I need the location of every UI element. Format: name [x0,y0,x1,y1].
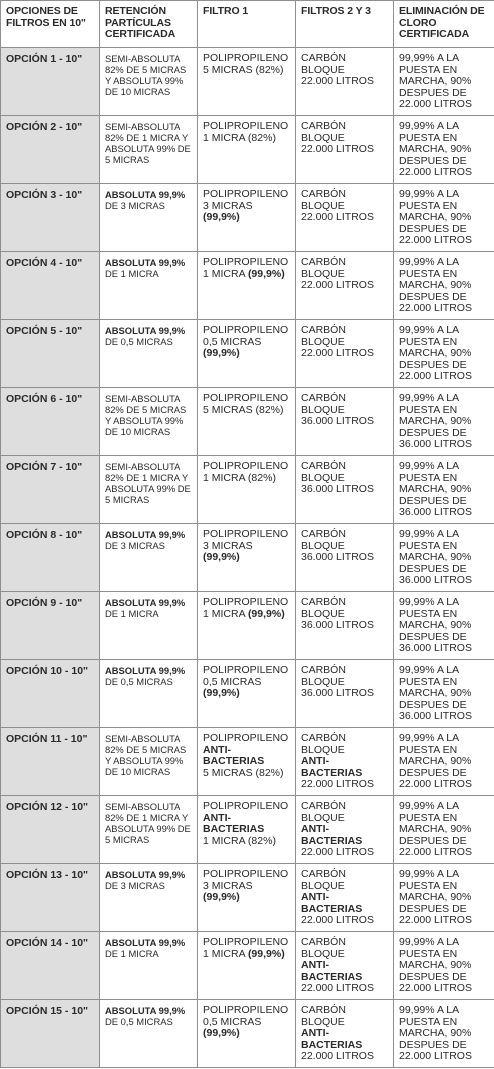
table-row [1,592,494,660]
filter-1-text: POLIPROPILENO [203,800,289,812]
table-row [1,728,494,796]
filters-2-3-type: CARBÓN BLOQUE [301,120,346,144]
filters-2-3-capacity: 22.000 LITROS [301,279,374,291]
option-cell: OPCIÓN 8 - 10" [1,524,100,592]
option-cell: OPCIÓN 13 - 10" [1,864,100,932]
filter-1-text: POLIPROPILENO 1 MICRA [203,256,289,280]
filters-2-3-cell [296,660,394,728]
filter-1-text: POLIPROPILENO 5 MICRAS (82%) [203,392,289,416]
chlorine-cell: 99,99% A LA PUESTA EN MARCHA, 90% DESPUES DE 22.000 LITROS [394,864,494,932]
filters-2-3-type: CARBÓN BLOQUE [301,392,346,416]
retention-text: DE 0,5 MICRAS [105,676,173,687]
filter-1-cell [198,592,296,660]
filters-2-3-capacity: 36.000 LITROS [301,415,374,427]
filter-1-cell [198,388,296,456]
retention-text: SEMI-ABSOLUTA 82% DE 5 MICRAS Y ABSOLUTA 99% DE 10 MICRAS [105,393,187,437]
table-row [1,796,494,864]
filters-2-3-type: CARBÓN BLOQUE [301,324,346,348]
filter-1-cell [198,48,296,116]
filters-2-3-type: CARBÓN BLOQUE [301,188,346,212]
filters-2-3-bold: ANTI-BACTERIAS [301,755,363,779]
filter-1-bold: (99,9%) [203,687,240,699]
retention-cell [100,48,198,116]
filter-1-cell [198,932,296,1000]
filters-2-3-capacity: 22.000 LITROS [301,347,374,359]
retention-bold: ABSOLUTA 99,9% [105,597,186,608]
chlorine-cell: 99,99% A LA PUESTA EN MARCHA, 90% DESPUES DE 22.000 LITROS [394,932,494,1000]
table-body [1,48,494,1068]
retention-cell [100,932,198,1000]
filter-1-cell [198,864,296,932]
option-cell: OPCIÓN 11 - 10" [1,728,100,796]
option-cell: OPCIÓN 12 - 10" [1,796,100,864]
filter-1-text: POLIPROPILENO 1 MICRA [203,936,289,960]
filter-1-text: POLIPROPILENO 5 MICRAS (82%) [203,52,289,76]
filters-2-3-cell [296,728,394,796]
filter-1-bold: (99,9%) [247,607,285,620]
filter-1-cell [198,320,296,388]
chlorine-cell: 99,99% A LA PUESTA EN MARCHA, 90% DESPUES DE 22.000 LITROS [394,48,494,116]
filters-2-3-capacity: 22.000 LITROS [301,846,374,858]
filter-1-cell [198,456,296,524]
filters-2-3-type: CARBÓN BLOQUE [301,52,346,76]
retention-cell [100,796,198,864]
table-header-row [1,1,494,48]
filter-1-bold: (99,9%) [203,1027,240,1039]
retention-cell [100,1000,198,1068]
filters-2-3-capacity: 22.000 LITROS [301,75,374,87]
table-row [1,320,494,388]
filter-1-text: POLIPROPILENO 0,5 MICRAS [203,1004,289,1028]
filter-1-bold: (99,9%) [203,551,240,563]
retention-bold: ABSOLUTA 99,9% [105,665,186,676]
header-options: OPCIONES DE FILTROS EN 10" [1,1,100,48]
filters-2-3-type: CARBÓN BLOQUE [301,868,346,892]
retention-text: DE 3 MICRAS [105,880,165,891]
chlorine-cell: 99,99% A LA PUESTA EN MARCHA, 90% DESPUES DE 36.000 LITROS [394,388,494,456]
retention-text: SEMI-ABSOLUTA 82% DE 5 MICRAS Y ABSOLUTA 99% DE 10 MICRAS [105,53,187,97]
filters-2-3-cell [296,864,394,932]
retention-cell [100,524,198,592]
header-filter-1: FILTRO 1 [198,1,296,48]
filter-1-text: POLIPROPILENO 1 MICRA [203,596,289,620]
retention-bold: ABSOLUTA 99,9% [105,529,186,540]
filters-2-3-type: CARBÓN BLOQUE [301,1004,346,1028]
chlorine-cell: 99,99% A LA PUESTA EN MARCHA, 90% DESPUES DE 22.000 LITROS [394,184,494,252]
filters-2-3-cell [296,116,394,184]
chlorine-cell: 99,99% A LA PUESTA EN MARCHA, 90% DESPUES DE 22.000 LITROS [394,116,494,184]
retention-cell [100,864,198,932]
chlorine-cell: 99,99% A LA PUESTA EN MARCHA, 90% DESPUES DE 36.000 LITROS [394,456,494,524]
filter-1-extra: 1 MICRA (82%) [203,834,276,847]
filters-2-3-capacity: 22.000 LITROS [301,211,374,223]
filter-1-cell [198,252,296,320]
retention-text: SEMI-ABSOLUTA 82% DE 1 MICRA Y ABSOLUTA 99% DE 5 MICRAS [105,121,191,165]
filters-2-3-cell [296,252,394,320]
retention-bold: ABSOLUTA 99,9% [105,189,186,200]
filters-2-3-cell [296,456,394,524]
option-cell: OPCIÓN 4 - 10" [1,252,100,320]
retention-bold: ABSOLUTA 99,9% [105,937,186,948]
filters-2-3-cell [296,524,394,592]
table-row [1,1000,494,1068]
filter-1-bold: (99,9%) [247,267,285,280]
filters-2-3-capacity: 36.000 LITROS [301,619,374,631]
filters-2-3-cell [296,1000,394,1068]
option-cell: OPCIÓN 5 - 10" [1,320,100,388]
retention-text: SEMI-ABSOLUTA 82% DE 1 MICRA Y ABSOLUTA 99% DE 5 MICRAS [105,461,191,505]
filter-1-text: POLIPROPILENO 3 MICRAS [203,868,289,892]
retention-cell [100,116,198,184]
filters-2-3-type: CARBÓN BLOQUE [301,528,346,552]
filter-1-cell [198,728,296,796]
filters-2-3-type: CARBÓN BLOQUE [301,800,346,824]
retention-cell [100,592,198,660]
retention-text: DE 1 MICRA [105,268,159,279]
filter-1-text: POLIPROPILENO 3 MICRAS [203,528,289,552]
filters-2-3-capacity: 36.000 LITROS [301,551,374,563]
filters-2-3-type: CARBÓN BLOQUE [301,664,346,688]
filters-2-3-cell [296,388,394,456]
filter-1-cell [198,796,296,864]
retention-bold: ABSOLUTA 99,9% [105,325,186,336]
table-row [1,388,494,456]
header-retention: RETENCIÓN PARTÍCULAS CERTIFICADA [100,1,198,48]
retention-text: DE 1 MICRA [105,948,159,959]
filter-1-text: POLIPROPILENO 0,5 MICRAS [203,324,289,348]
filters-2-3-capacity: 22.000 LITROS [301,778,374,790]
option-cell: OPCIÓN 10 - 10" [1,660,100,728]
retention-text: SEMI-ABSOLUTA 82% DE 5 MICRAS Y ABSOLUTA 99% DE 10 MICRAS [105,733,187,777]
table-row [1,116,494,184]
option-cell: OPCIÓN 15 - 10" [1,1000,100,1068]
retention-cell [100,456,198,524]
filter-1-bold: (99,9%) [247,947,285,960]
retention-text: DE 0,5 MICRAS [105,336,173,347]
filters-2-3-capacity: 36.000 LITROS [301,687,374,699]
option-cell: OPCIÓN 6 - 10" [1,388,100,456]
filters-2-3-type: CARBÓN BLOQUE [301,460,346,484]
retention-text: DE 1 MICRA [105,608,159,619]
filters-2-3-cell [296,592,394,660]
chlorine-cell: 99,99% A LA PUESTA EN MARCHA, 90% DESPUES DE 36.000 LITROS [394,592,494,660]
retention-text: DE 3 MICRAS [105,540,165,551]
filter-1-bold: (99,9%) [203,891,240,903]
option-cell: OPCIÓN 7 - 10" [1,456,100,524]
retention-cell [100,660,198,728]
chlorine-cell: 99,99% A LA PUESTA EN MARCHA, 90% DESPUES DE 36.000 LITROS [394,660,494,728]
chlorine-cell: 99,99% A LA PUESTA EN MARCHA, 90% DESPUES DE 22.000 LITROS [394,1000,494,1068]
header-chlorine: ELIMINACIÓN DE CLORO CERTIFICADA [394,1,494,48]
retention-text: SEMI-ABSOLUTA 82% DE 1 MICRA Y ABSOLUTA 99% DE 5 MICRAS [105,801,191,845]
table-row [1,184,494,252]
table-row [1,864,494,932]
filters-2-3-cell [296,796,394,864]
chlorine-cell: 99,99% A LA PUESTA EN MARCHA, 90% DESPUES DE 22.000 LITROS [394,252,494,320]
table-row [1,932,494,1000]
table-row [1,660,494,728]
filters-2-3-cell [296,932,394,1000]
filters-2-3-type: CARBÓN BLOQUE [301,596,346,620]
table-row [1,48,494,116]
retention-text: DE 3 MICRAS [105,200,165,211]
filter-1-text: POLIPROPILENO 1 MICRA (82%) [203,460,289,484]
retention-cell [100,320,198,388]
filters-2-3-capacity: 22.000 LITROS [301,914,374,926]
option-cell: OPCIÓN 2 - 10" [1,116,100,184]
filter-1-bold: ANTI-BACTERIAS [203,811,265,835]
table-row [1,456,494,524]
filter-1-cell [198,1000,296,1068]
filters-2-3-cell [296,184,394,252]
option-cell: OPCIÓN 3 - 10" [1,184,100,252]
filter-1-cell [198,660,296,728]
filters-2-3-bold: ANTI-BACTERIAS [301,823,363,847]
filter-1-text: POLIPROPILENO [203,732,289,744]
filter-1-bold: (99,9%) [203,211,240,223]
table-row [1,524,494,592]
retention-text: DE 0,5 MICRAS [105,1016,173,1027]
filters-2-3-cell [296,48,394,116]
filters-2-3-cell [296,320,394,388]
option-cell: OPCIÓN 9 - 10" [1,592,100,660]
filters-2-3-capacity: 22.000 LITROS [301,982,374,994]
filters-2-3-capacity: 22.000 LITROS [301,1050,374,1062]
header-filters-2-3: FILTROS 2 Y 3 [296,1,394,48]
retention-cell [100,252,198,320]
filter-1-cell [198,184,296,252]
chlorine-cell: 99,99% A LA PUESTA EN MARCHA, 90% DESPUES DE 22.000 LITROS [394,320,494,388]
retention-cell [100,728,198,796]
retention-bold: ABSOLUTA 99,9% [105,1005,186,1016]
retention-bold: ABSOLUTA 99,9% [105,869,186,880]
filter-1-text: POLIPROPILENO 0,5 MICRAS [203,664,289,688]
filters-2-3-type: CARBÓN BLOQUE [301,732,346,756]
chlorine-cell: 99,99% A LA PUESTA EN MARCHA, 90% DESPUES DE 36.000 LITROS [394,524,494,592]
chlorine-cell: 99,99% A LA PUESTA EN MARCHA, 90% DESPUES DE 22.000 LITROS [394,796,494,864]
option-cell: OPCIÓN 14 - 10" [1,932,100,1000]
filter-1-bold: ANTI-BACTERIAS [203,743,265,767]
filter-1-cell [198,116,296,184]
filters-2-3-type: CARBÓN BLOQUE [301,256,346,280]
filter-1-extra: 5 MICRAS (82%) [203,766,284,779]
retention-bold: ABSOLUTA 99,9% [105,257,186,268]
filter-1-text: POLIPROPILENO 3 MICRAS [203,188,289,212]
retention-cell [100,388,198,456]
filter-1-cell [198,524,296,592]
filters-2-3-bold: ANTI-BACTERIAS [301,959,363,983]
filters-2-3-type: CARBÓN BLOQUE [301,936,346,960]
filters-2-3-capacity: 36.000 LITROS [301,483,374,495]
chlorine-cell: 99,99% A LA PUESTA EN MARCHA, 90% DESPUES DE 22.000 LITROS [394,728,494,796]
filters-2-3-bold: ANTI-BACTERIAS [301,891,363,915]
option-cell: OPCIÓN 1 - 10" [1,48,100,116]
filter-1-bold: (99,9%) [203,347,240,359]
retention-cell [100,184,198,252]
filters-2-3-capacity: 22.000 LITROS [301,143,374,155]
filters-2-3-bold: ANTI-BACTERIAS [301,1027,363,1051]
filter-1-text: POLIPROPILENO 1 MICRA (82%) [203,120,289,144]
table-row [1,252,494,320]
